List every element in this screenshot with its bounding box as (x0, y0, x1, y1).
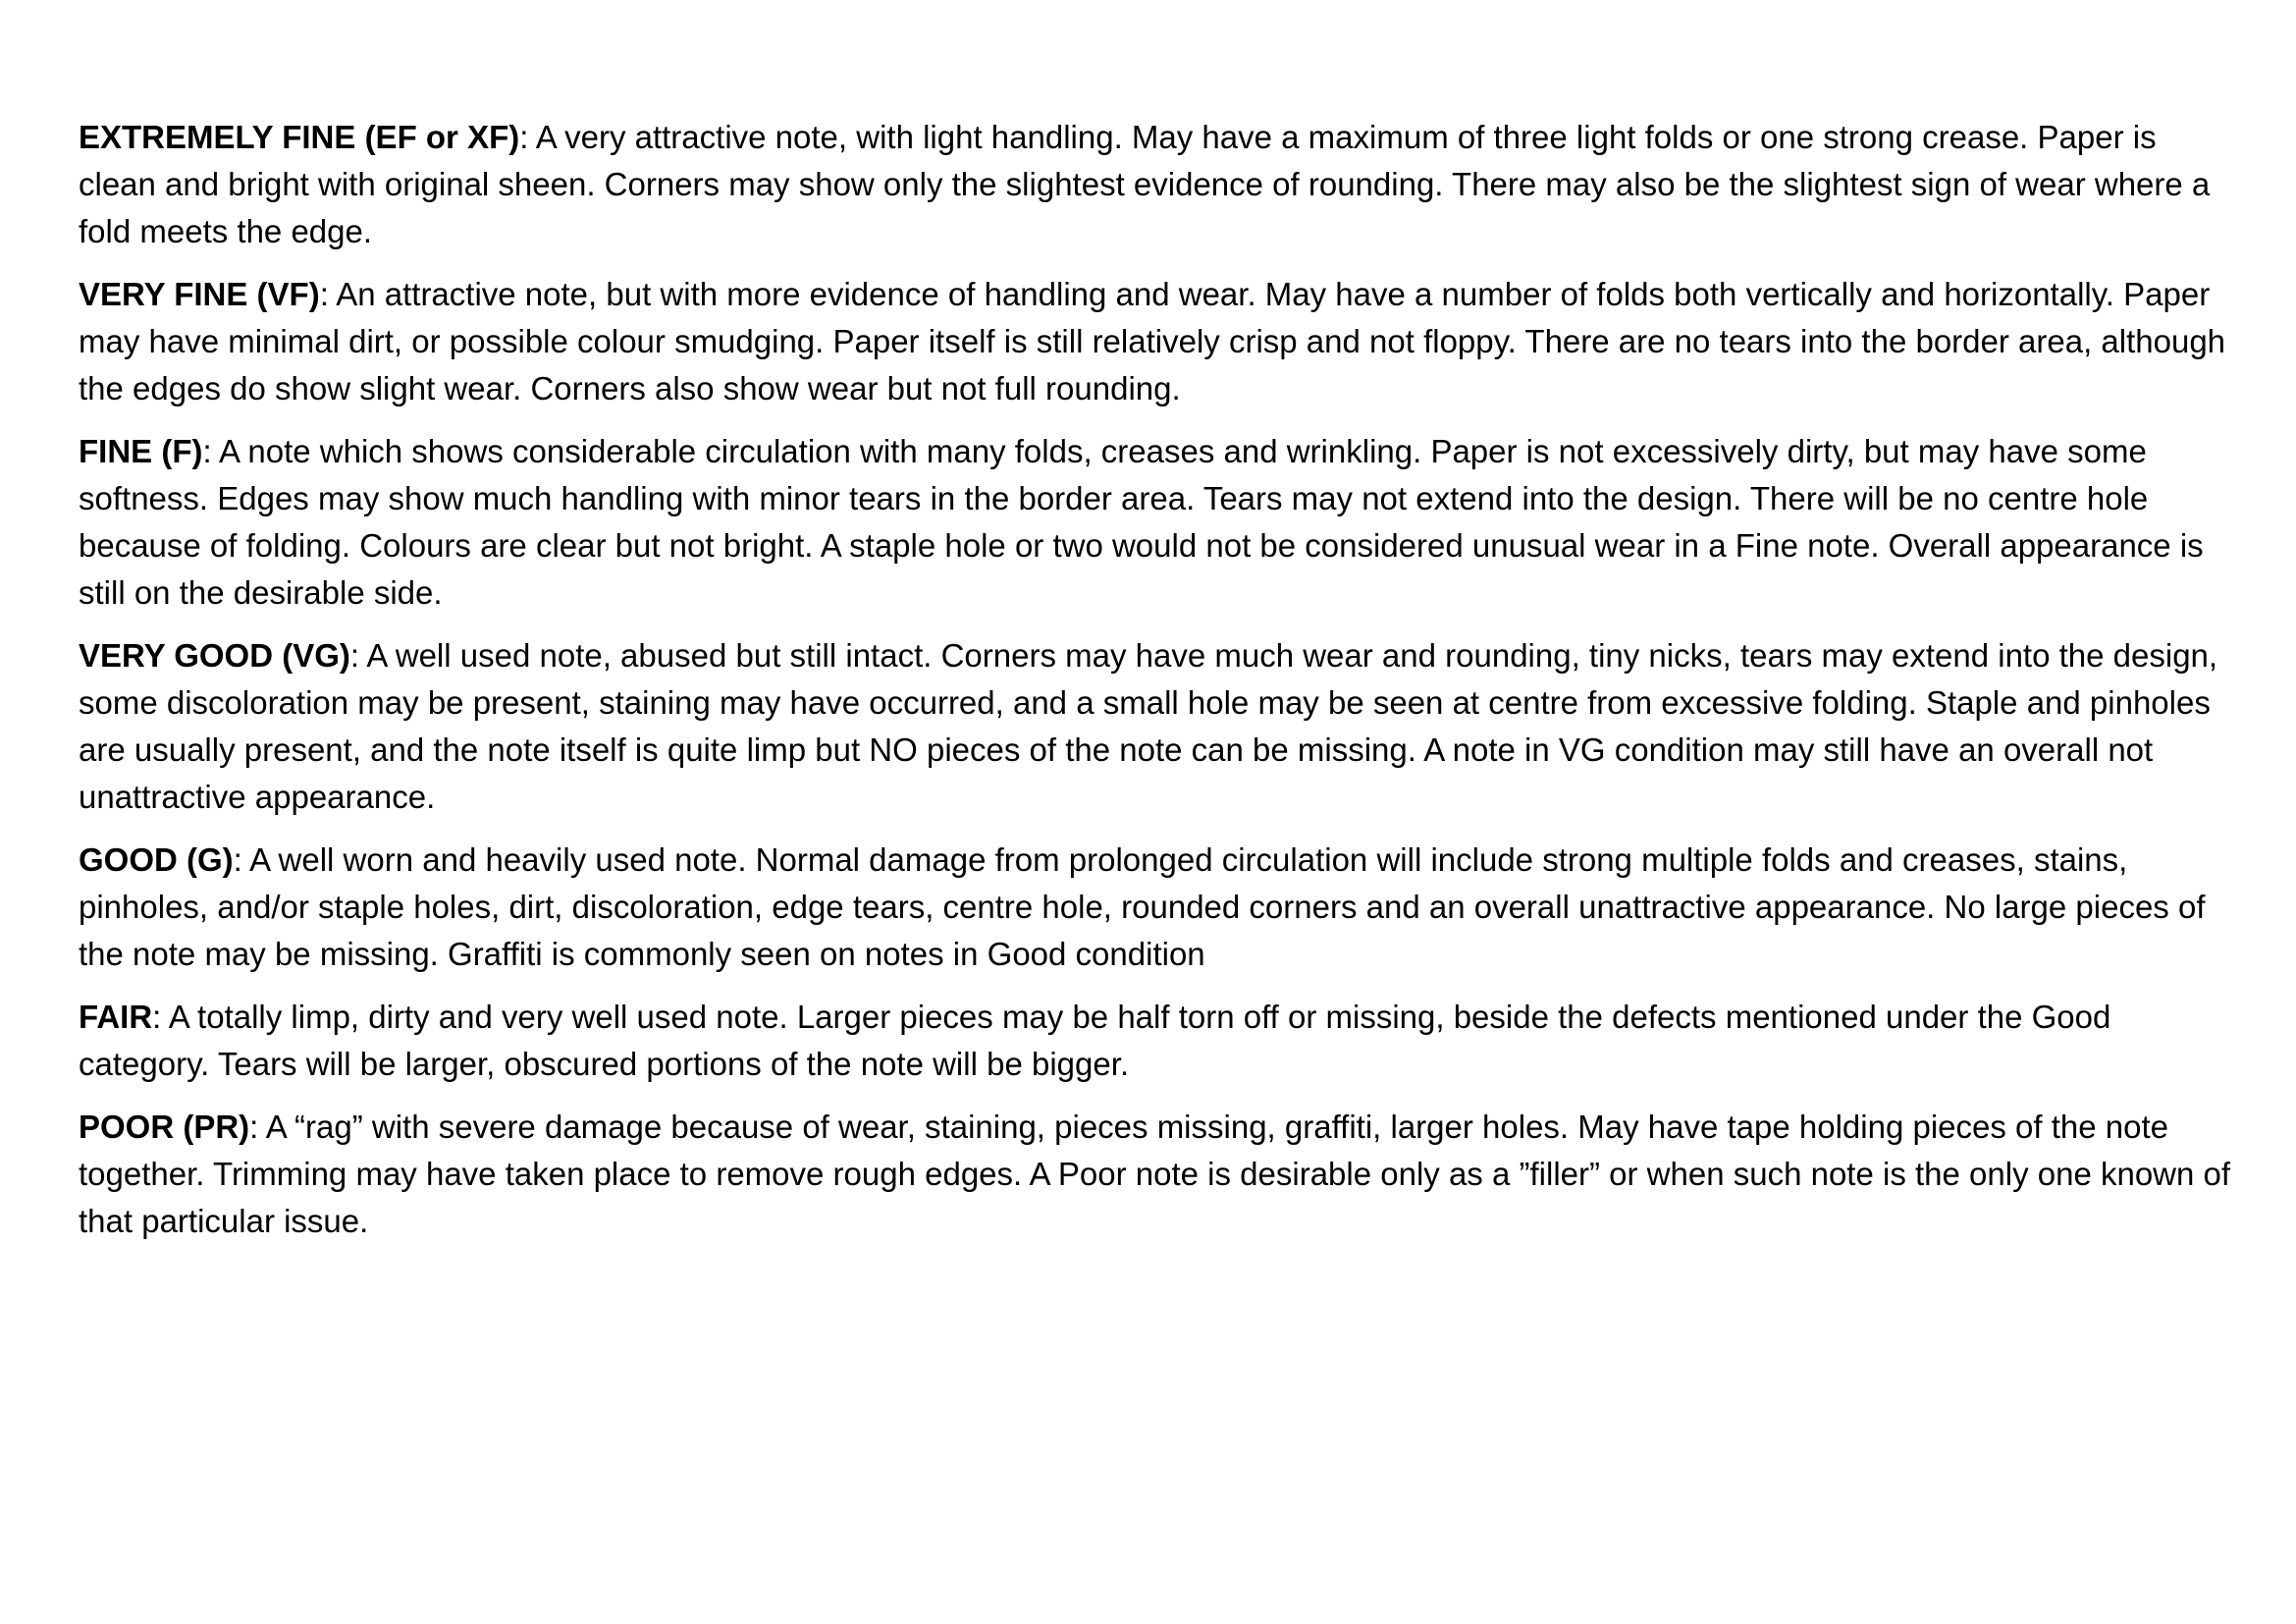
grade-good (79, 837, 2238, 978)
grade-very-fine (79, 271, 2238, 412)
grade-description: : A note which shows considerable circulation with many folds, creases and wrinkling. Paper is not excessively dirty, but may have some softness. Edges may show much handling with minor tears in the border area. Tears may not extend into the design. There will be no centre hole because of folding. Colours are clear but not bright. A staple hole or two would not be considered unusual wear in a Fine note. Overall appearance is still on the desirable side. (79, 433, 2204, 611)
grade-description: : A well worn and heavily used note. Normal damage from prolonged circulation will include strong multiple folds and creases, stains, pinholes, and/or staple holes, dirt, discoloration, edge tears, centre hole, rounded corners and an overall unattractive appearance. No large pieces of the note may be missing. Graffiti is commonly seen on notes in Good condition (79, 841, 2206, 972)
grade-name: VERY GOOD (VG) (79, 637, 350, 674)
grade-poor (79, 1104, 2238, 1245)
grade-name: POOR (PR) (79, 1109, 250, 1145)
grade-description: : A well used note, abused but still intact. Corners may have much wear and rounding, tiny nicks, tears may extend into the design, some discoloration may be present, staining may have occurred, and a small hole may be seen at centre from excessive folding. Staple and pinholes are usually present, and the note itself is quite limp but NO pieces of the note can be missing. A note in VG condition may still have an overall not unattractive appearance. (79, 637, 2218, 815)
grade-fine (79, 428, 2238, 617)
grade-name: FINE (F) (79, 433, 203, 469)
grade-name: EXTREMELY FINE (EF or XF) (79, 119, 520, 155)
grade-description: : An attractive note, but with more evidence of handling and wear. May have a number of folds both vertically and horizontally. Paper may have minimal dirt, or possible colour smudging. Paper itself is still relatively crisp and not floppy. There are no tears into the border area, although the edges do show slight wear. Corners also show wear but not full rounding. (79, 276, 2226, 406)
grade-extremely-fine (79, 114, 2238, 255)
grade-name: FAIR (79, 999, 153, 1035)
grade-name: GOOD (G) (79, 841, 234, 878)
grade-description: : A very attractive note, with light handling. May have a maximum of three light folds or one strong crease. Paper is clean and bright with original sheen. Corners may show only the slightest evidence of rounding. There may also be the slightest sign of wear where a fold meets the edge. (79, 119, 2211, 249)
grading-document (79, 114, 2238, 1261)
grade-name: VERY FINE (VF) (79, 276, 320, 312)
grade-fair (79, 994, 2238, 1088)
grade-very-good (79, 632, 2238, 821)
grade-description: : A totally limp, dirty and very well used note. Larger pieces may be half torn off or missing, beside the defects mentioned under the Good category. Tears will be larger, obscured portions of the note will be bigger. (79, 999, 2111, 1082)
grade-description: : A “rag” with severe damage because of wear, staining, pieces missing, graffiti, larger holes. May have tape holding pieces of the note together. Trimming may have taken place to remove rough edges. A Poor note is desirable only as a ”filler” or when such note is the only one known of that particular issue. (79, 1109, 2231, 1239)
